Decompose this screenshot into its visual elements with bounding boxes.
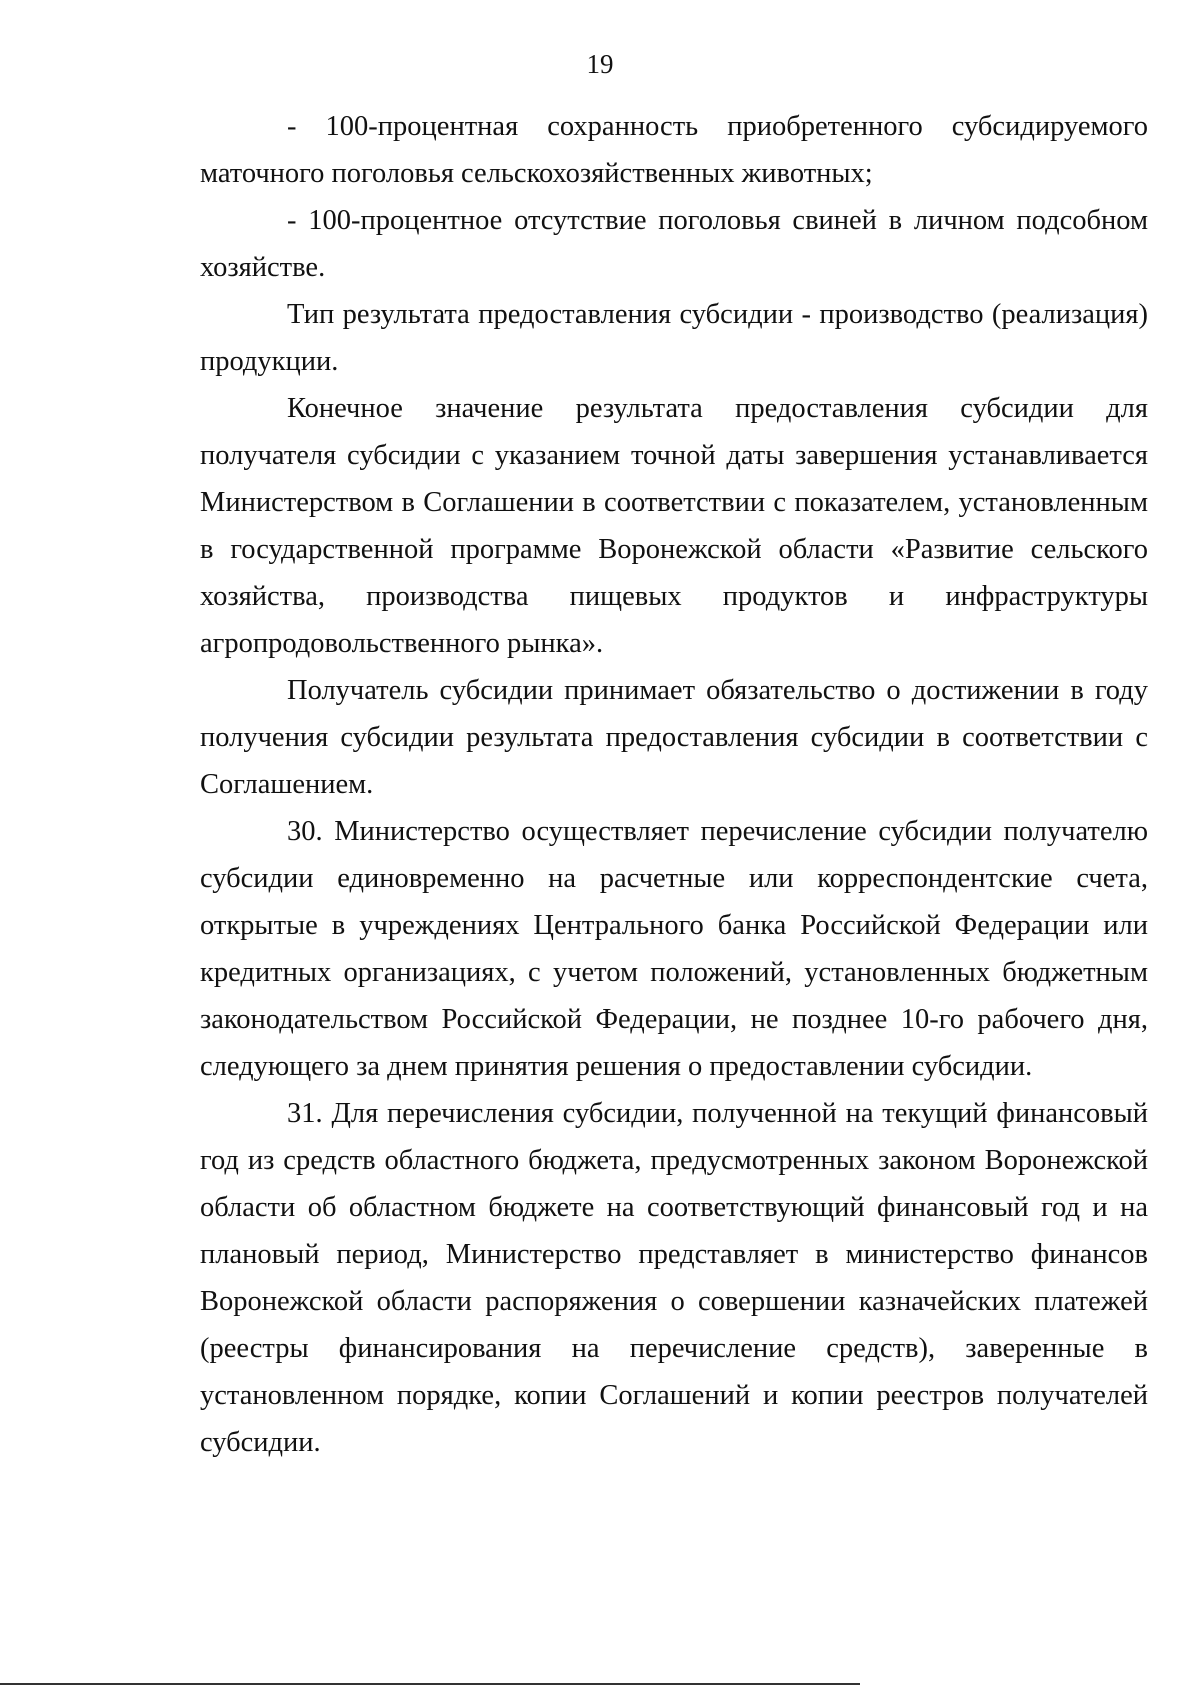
paragraph-clause-31: 31. Для перечисления субсидии, полученной на текущий финансовый год из средств областного бюджета, предусмотренных законом Воронежской области об областном бюджете на соответствующий финансовый год и на плановый период, Министерство представляет в министерство финансов Воронежской области распоряжения о совершении казначейских платежей (реестры финансирования на перечисление средств), заверенные в установленном порядке, копии Соглашений и копии реестров получателей субсидии. bbox=[200, 1098, 1148, 1458]
document-body bbox=[200, 103, 1148, 1466]
paragraph-recipient-obligation: Получатель субсидии принимает обязательство о достижении в году получения субсидии результата предоставления субсидии в соответствии с Соглашением. bbox=[200, 675, 1148, 800]
paragraph-final-value: Конечное значение результата предоставления субсидии для получателя субсидии с указанием точной даты завершения устанавливается Министерством в Соглашении в соответствии с показателем, установленным в государственной программе Воронежской области «Развитие сельского хозяйства, производства пищевых продуктов и инфраструктуры агропродовольственного рынка». bbox=[200, 393, 1148, 659]
page-number: 19 bbox=[586, 49, 614, 79]
paragraph-livestock-preservation: - 100-процентная сохранность приобретенного субсидируемого маточного поголовья сельскохозяйственных животных; bbox=[200, 111, 1148, 189]
paragraph-clause-30: 30. Министерство осуществляет перечисление субсидии получателю субсидии единовременно на расчетные или корреспондентские счета, открытые в учреждениях Центрального банка Российской Федерации или кредитных организациях, с учетом положений, установленных бюджетным законодательством Российской Федерации, не позднее 10-го рабочего дня, следующего за днем принятия решения о предоставлении субсидии. bbox=[200, 816, 1148, 1082]
bottom-rule bbox=[0, 1683, 860, 1685]
paragraph-no-pigs: - 100-процентное отсутствие поголовья свиней в личном подсобном хозяйстве. bbox=[200, 205, 1148, 283]
paragraph-result-type: Тип результата предоставления субсидии - производство (реализация) продукции. bbox=[200, 299, 1148, 377]
